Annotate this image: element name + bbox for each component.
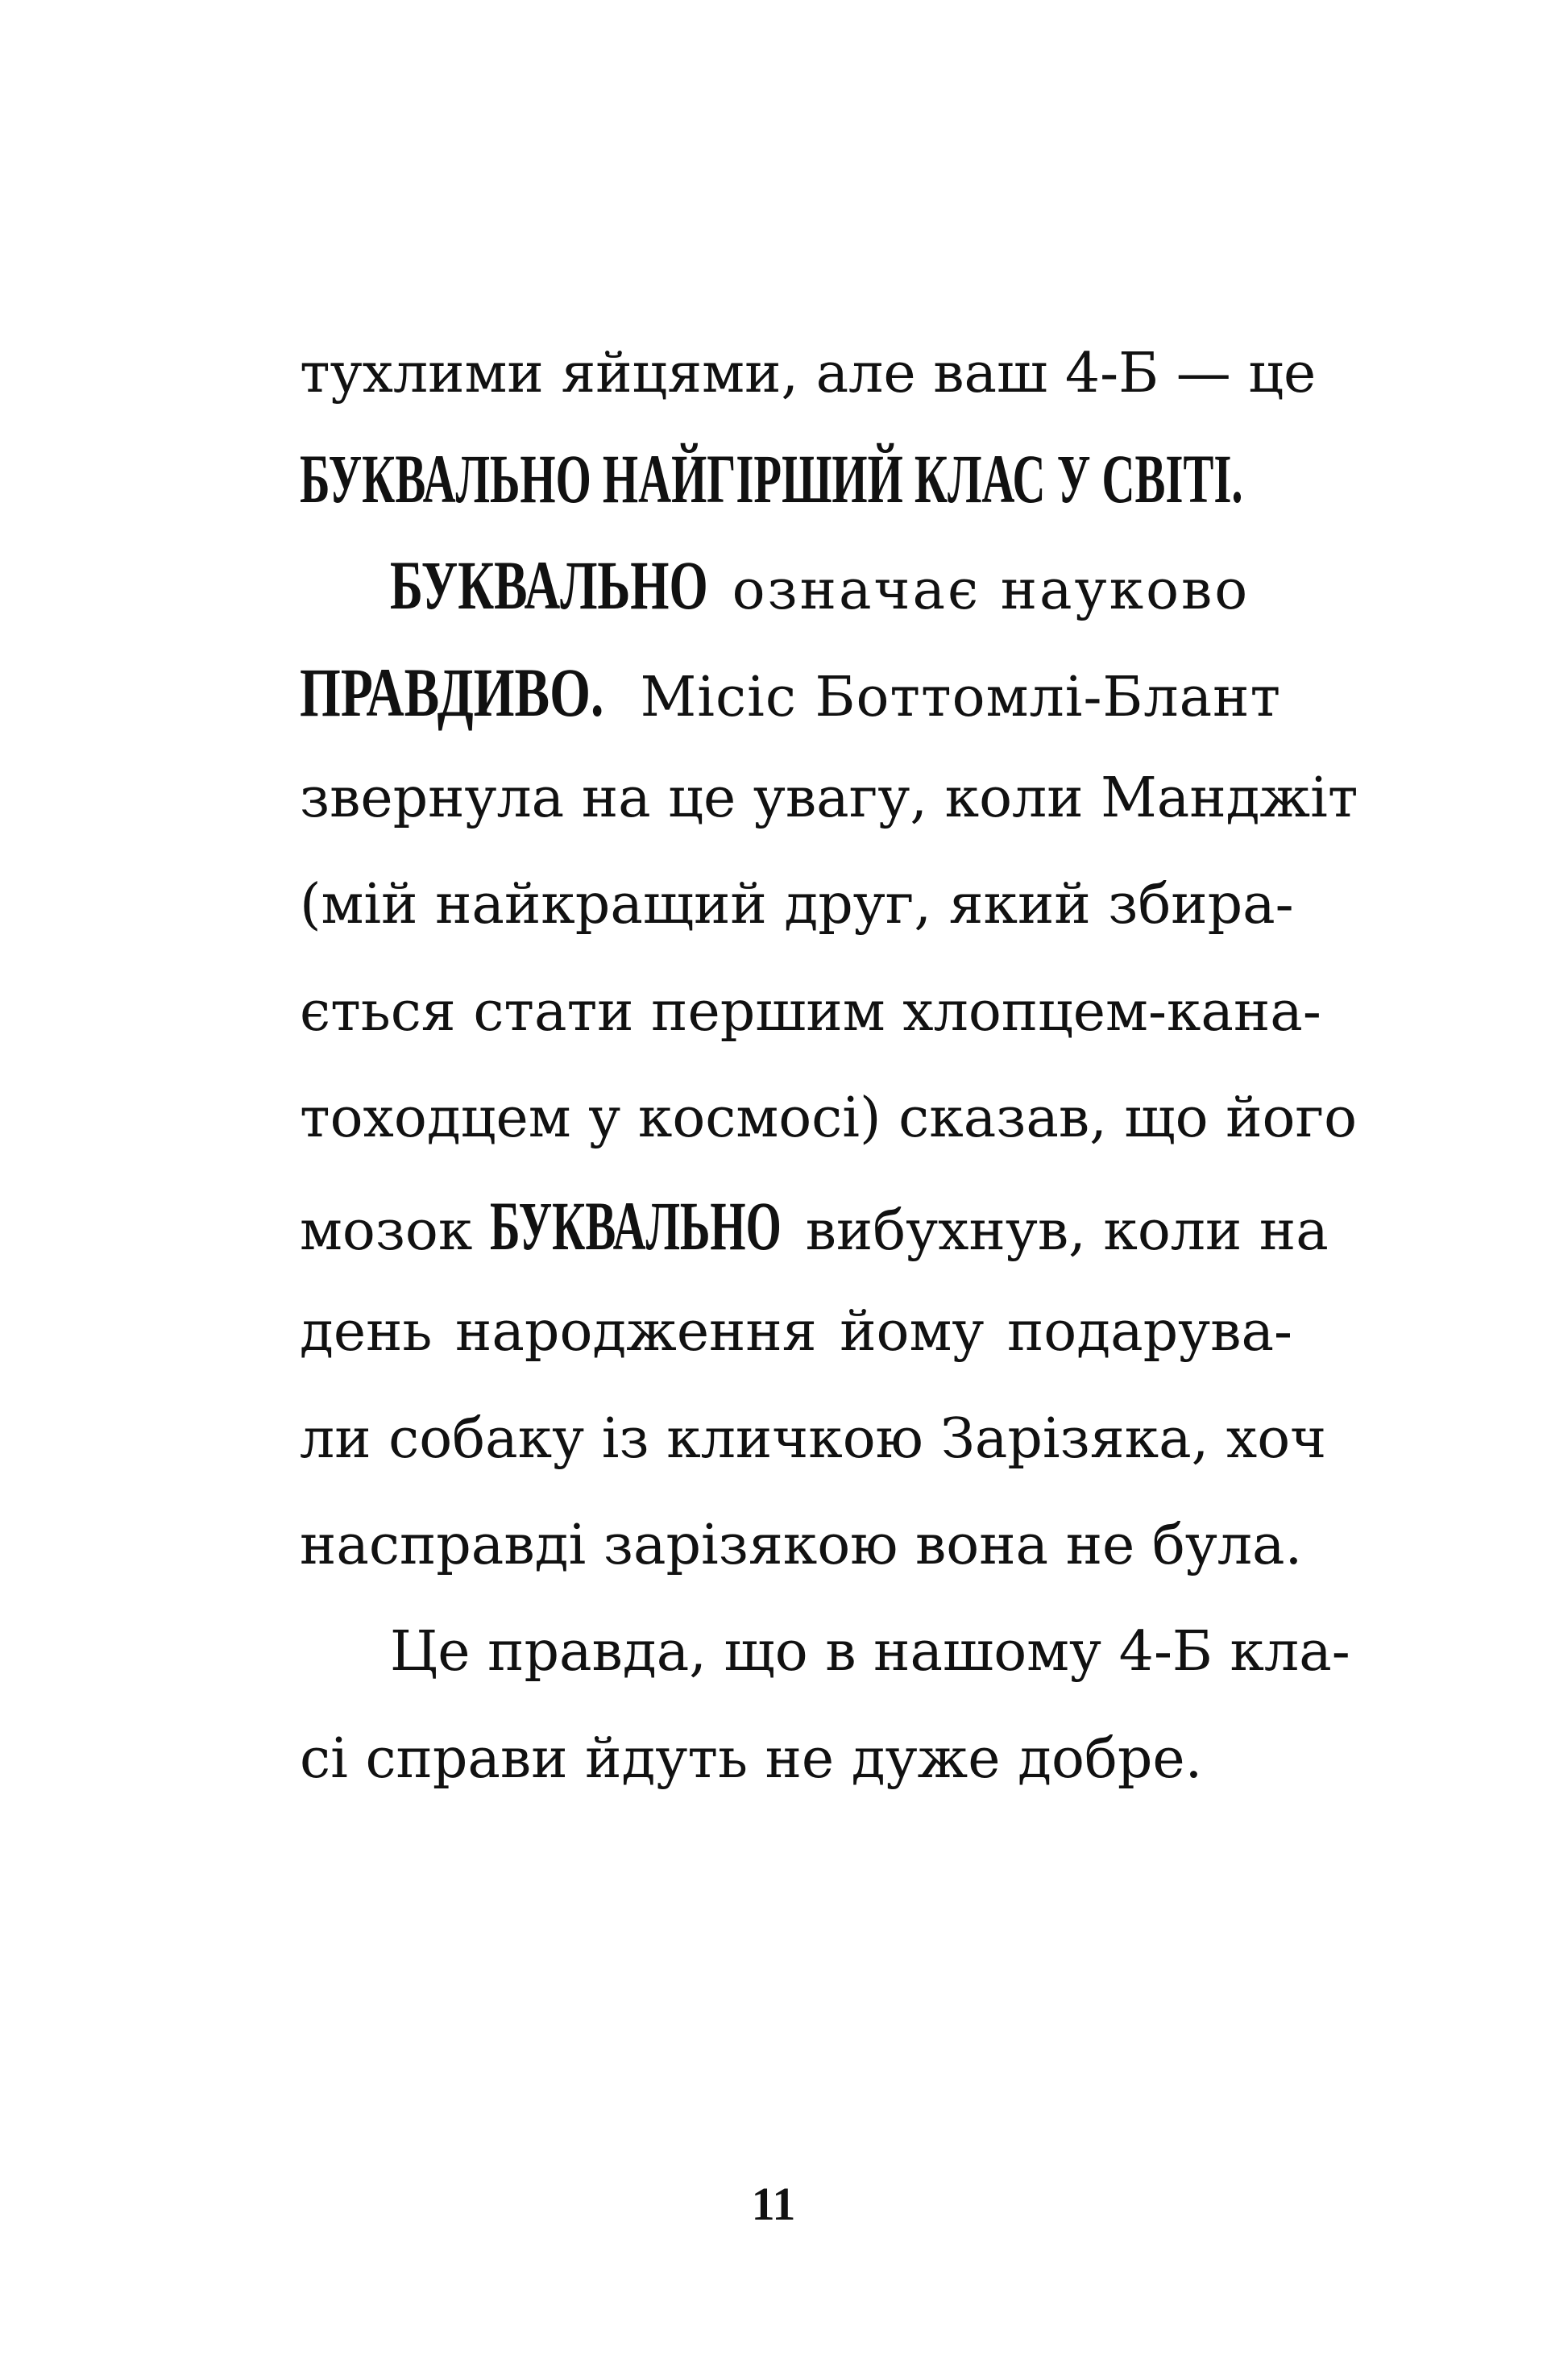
body-text-segment: ється стати першим хлопцем-кана- — [300, 980, 1321, 1044]
text-line-13 — [300, 1599, 1350, 1705]
body-text-segment: Це правда, що в нашому 4-Б кла- — [390, 1620, 1350, 1684]
body-text-segment: звернула на це увагу, коли Манджіт — [300, 766, 1358, 830]
text-line-8 — [300, 1065, 1358, 1172]
display-text-segment: БУКВАЛЬНО НАЙГІРШИЙ КЛАС У СВІТІ. — [300, 440, 1243, 517]
text-line-4 — [300, 639, 1292, 746]
body-text-segment: вибухнув, коли на — [787, 1199, 1329, 1263]
text-line-7 — [300, 959, 1321, 1065]
body-text-segment: (мій найкращий друг, який збира- — [300, 873, 1294, 937]
text-line-5 — [300, 746, 1358, 852]
text-line-6 — [300, 852, 1292, 958]
body-text-segment: тоходцем у космосі) сказав, що його — [300, 1086, 1358, 1150]
text-line-11 — [300, 1386, 1327, 1493]
text-line-1 — [300, 321, 1317, 427]
body-text-segment: означає науково — [712, 559, 1250, 622]
body-text-segment: ли собаку із кличкою Зарізяка, хоч — [300, 1407, 1327, 1471]
text-line-2 — [300, 426, 1292, 532]
display-text-segment: ПРАВДИВО. — [300, 654, 604, 731]
body-text-segment: насправді зарізякою вона не була. — [300, 1514, 1303, 1577]
text-line-3 — [300, 532, 1292, 638]
body-text-segment: день народження йому подарува- — [300, 1300, 1292, 1364]
display-emphasis — [490, 1173, 788, 1285]
text-line-14 — [300, 1706, 1292, 1813]
body-text-segment: Місіс Боттомлі-Блант — [622, 666, 1282, 729]
display-text-segment: БУКВАЛЬНО — [489, 1187, 782, 1265]
display-emphasis — [300, 639, 622, 751]
display-emphasis — [300, 426, 1292, 538]
text-line-10 — [300, 1279, 1292, 1385]
text-line-9 — [300, 1173, 1329, 1279]
display-text-segment: БУКВАЛЬНО — [390, 546, 708, 624]
display-emphasis — [390, 532, 712, 644]
body-text-segment: тухлими яйцями, але ваш 4-Б — це — [300, 342, 1317, 405]
text-line-12 — [300, 1493, 1303, 1599]
page-number: 11 — [751, 2178, 796, 2230]
body-text-segment: мозок — [300, 1199, 490, 1263]
body-text-segment: сі справи йдуть не дуже добре. — [300, 1727, 1203, 1791]
